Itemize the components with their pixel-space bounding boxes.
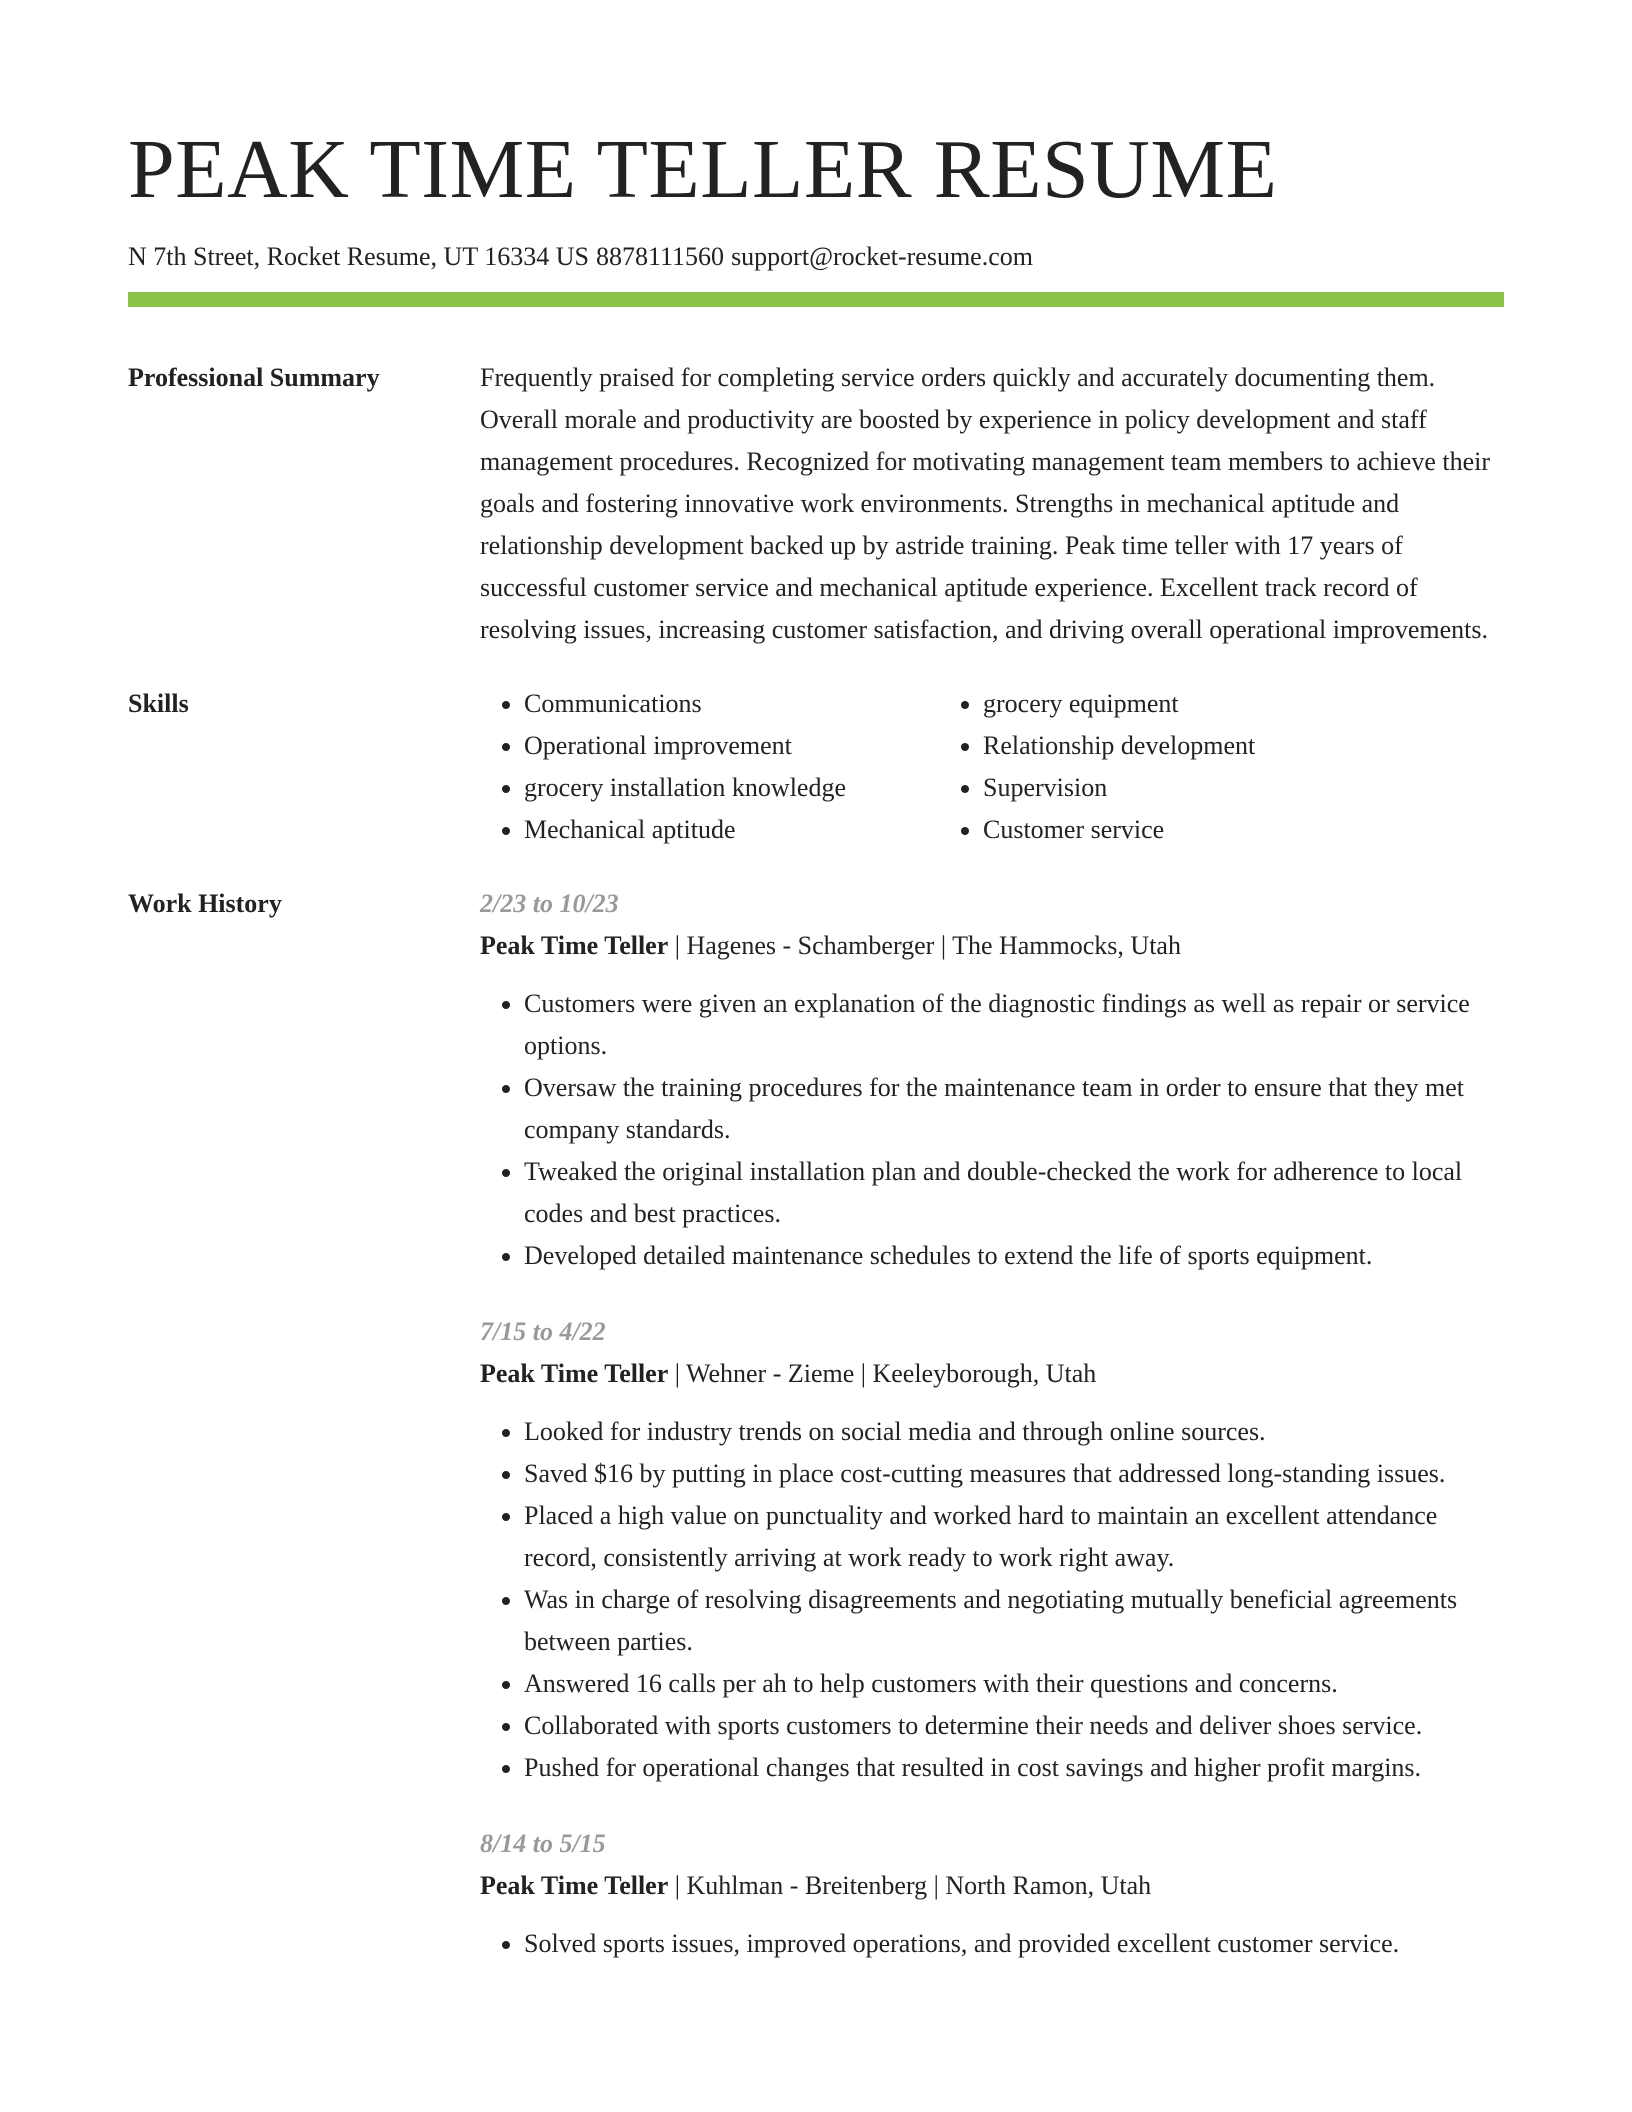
skills-column-right bbox=[939, 683, 1504, 851]
job-details: | Kuhlman - Breitenberg | North Ramon, Utah bbox=[668, 1871, 1152, 1900]
job-title: Peak Time Teller bbox=[480, 1359, 669, 1388]
job-bullet: • Looked for industry trends on social media and through online sources. bbox=[524, 1411, 1504, 1453]
job-bullet: • Tweaked the original installation plan and double-checked the work for adherence to local codes and best practices. bbox=[524, 1151, 1504, 1235]
section-work-history bbox=[128, 883, 1504, 1999]
skill-item: • Relationship development bbox=[983, 725, 1504, 767]
job-header bbox=[480, 925, 1504, 967]
job-bullet: • Developed detailed maintenance schedules to extend the life of sports equipment. bbox=[524, 1235, 1504, 1277]
job-bullet: • Answered 16 calls per ah to help customers with their questions and concerns. bbox=[524, 1663, 1504, 1705]
job-bullet: • Pushed for operational changes that resulted in cost savings and higher profit margins. bbox=[524, 1747, 1504, 1789]
contact-phone: 8878111560 bbox=[595, 242, 725, 271]
job-header bbox=[480, 1353, 1504, 1395]
skill-item: • Mechanical aptitude bbox=[524, 809, 939, 851]
header-divider bbox=[128, 292, 1504, 307]
skills-column-left bbox=[480, 683, 939, 851]
section-skills bbox=[128, 683, 1504, 851]
job-dates: 2/23 to 10/23 bbox=[480, 889, 619, 918]
section-label-work: Work History bbox=[128, 889, 282, 918]
job-bullets bbox=[480, 1411, 1504, 1789]
contact-line bbox=[128, 240, 1504, 274]
job-dates: 8/14 to 5/15 bbox=[480, 1829, 606, 1858]
job-bullet: • Solved sports issues, improved operations, and provided excellent customer service. bbox=[524, 1923, 1504, 1965]
skill-item: • Communications bbox=[524, 683, 939, 725]
resume-title: PEAK TIME TELLER RESUME bbox=[128, 123, 1278, 216]
skill-item: • Operational improvement bbox=[524, 725, 939, 767]
job-bullets bbox=[480, 983, 1504, 1277]
job-bullet: • Customers were given an explanation of the diagnostic findings as well as repair or service options. bbox=[524, 983, 1504, 1067]
job-bullet: • Was in charge of resolving disagreements and negotiating mutually beneficial agreements between parties. bbox=[524, 1579, 1504, 1663]
job-details: | Wehner - Zieme | Keeleyborough, Utah bbox=[668, 1359, 1097, 1388]
summary-text: Frequently praised for completing service orders quickly and accurately documenting them. Overall morale and productivity are boosted by experience in policy development and staff management procedures. Recognized for motivating management team members to achieve their goals and fostering innovative work environments. Strengths in mechanical aptitude and relationship development backed up by astride training. Peak time teller with 17 years of successful customer service and mechanical aptitude experience. Excellent track record of resolving issues, increasing customer satisfaction, and driving overall operational improvements. bbox=[480, 363, 1491, 644]
job-entry bbox=[480, 883, 1504, 1277]
job-bullet: • Collaborated with sports customers to determine their needs and deliver shoes service. bbox=[524, 1705, 1504, 1747]
job-bullet: • Saved $16 by putting in place cost-cutting measures that addressed long-standing issues. bbox=[524, 1453, 1504, 1495]
skills-grid bbox=[480, 683, 1504, 851]
contact-address: N 7th Street, Rocket Resume, UT 16334 US bbox=[128, 242, 589, 271]
contact-email: support@rocket-resume.com bbox=[731, 242, 1033, 271]
job-entry bbox=[480, 1311, 1504, 1789]
skill-item: • grocery installation knowledge bbox=[524, 767, 939, 809]
job-title: Peak Time Teller bbox=[480, 931, 669, 960]
skill-item: • Supervision bbox=[983, 767, 1504, 809]
job-header bbox=[480, 1865, 1504, 1907]
skill-item: • grocery equipment bbox=[983, 683, 1504, 725]
job-details: | Hagenes - Schamberger | The Hammocks, Utah bbox=[668, 931, 1181, 960]
job-entry bbox=[480, 1823, 1504, 1965]
section-label-skills: Skills bbox=[128, 689, 189, 718]
section-label-summary: Professional Summary bbox=[128, 363, 380, 392]
section-professional-summary bbox=[128, 357, 1504, 651]
job-title: Peak Time Teller bbox=[480, 1871, 669, 1900]
resume-page bbox=[128, 0, 1504, 1999]
job-bullet: • Placed a high value on punctuality and worked hard to maintain an excellent attendance record, consistently arriving at work ready to work right away. bbox=[524, 1495, 1504, 1579]
skill-item: • Customer service bbox=[983, 809, 1504, 851]
job-bullet: • Oversaw the training procedures for the maintenance team in order to ensure that they met company standards. bbox=[524, 1067, 1504, 1151]
job-dates: 7/15 to 4/22 bbox=[480, 1317, 606, 1346]
job-bullets bbox=[480, 1923, 1504, 1965]
